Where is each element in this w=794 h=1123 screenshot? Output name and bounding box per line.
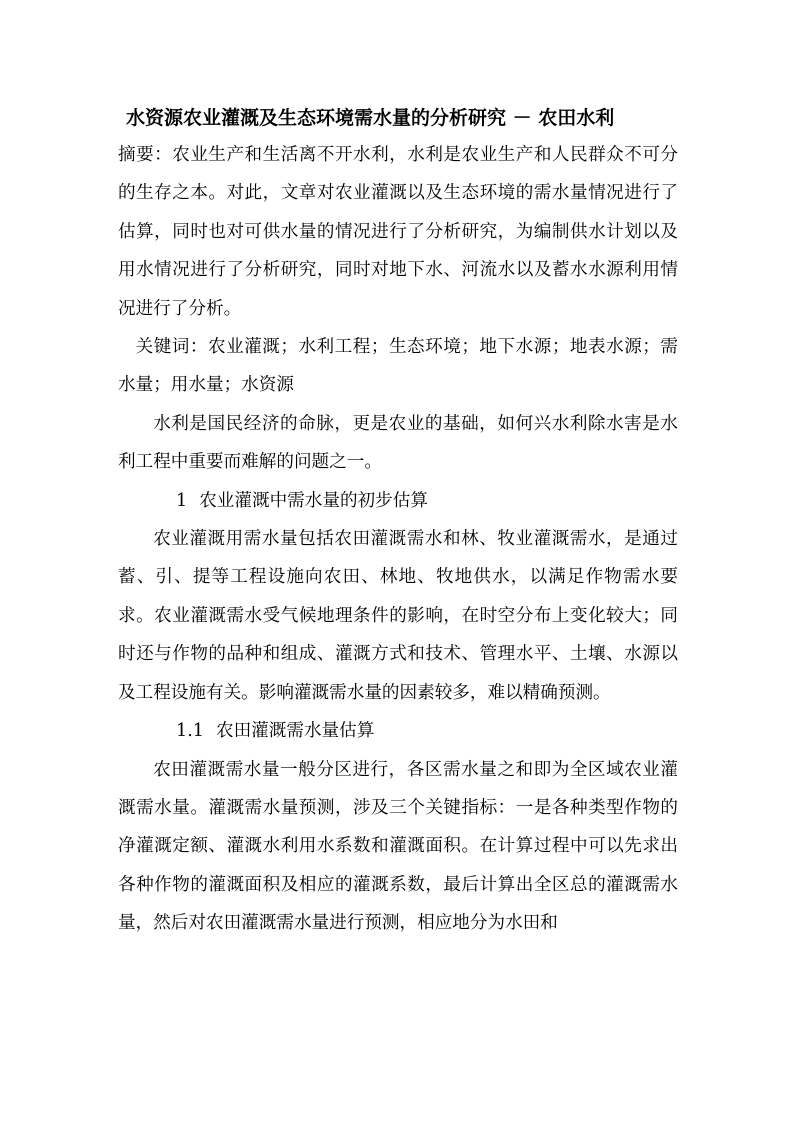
keywords-paragraph: 关键词：农业灌溉；水利工程；生态环境；地下水源；地表水源；需水量；用水量；水资源 bbox=[118, 337, 678, 396]
intro-paragraph: 水利是国民经济的命脉，更是农业的基础，如何兴水利除水害是水利工程中重要而难解的问题之一。 bbox=[118, 413, 678, 473]
section-1-1-title: 农田灌溉需水量估算 bbox=[215, 721, 375, 742]
section-1-title: 农业灌溉中需水量的初步估算 bbox=[199, 490, 428, 511]
section-1-heading bbox=[118, 482, 678, 520]
section-1-1-paragraph: 农田灌溉需水量一般分区进行，各区需水量之和即为全区域农业灌溉需水量。灌溉需水量预测，涉及三个关键指标：一是各种类型作物的净灌溉定额、灌溉水利用水系数和灌溉面积。在计算过程中可以先求出各种作物的灌溉面积及相应的灌溉系数，最后计算出全区总的灌溉需水量，然后对农田灌溉需水量进行预测，相应地分为水田和 bbox=[118, 759, 678, 934]
document-title: 水资源农业灌溉及生态环境需水量的分析研究 － 农田水利 bbox=[126, 107, 615, 129]
section-1-1-heading bbox=[118, 712, 678, 750]
section-1-1-number: 1.1 bbox=[176, 721, 204, 742]
section-1-paragraph: 农业灌溉用需水量包括农田灌溉需水和林、牧业灌溉需水，是通过蓄、引、提等工程设施向农田、林地、牧地供水，以满足作物需水要求。农业灌溉需水受气候地理条件的影响，在时空分布上变化较大；同时还与作物的品种和组成、灌溉方式和技术、管理水平、土壤、水源以及工程设施有关。影响灌溉需水量的因素较多，难以精确预测。 bbox=[118, 529, 678, 703]
document-body bbox=[118, 100, 678, 943]
abstract-paragraph: 摘要：农业生产和生活离不开水利，水利是农业生产和人民群众不可分的生存之本。对此，文章对农业灌溉以及生态环境的需水量情况进行了估算，同时也对可供水量的情况进行了分析研究，为编制供水计划以及用水情况进行了分析研究，同时对地下水、河流水以及蓄水水源利用情况进行了分析。 bbox=[118, 145, 678, 319]
section-1-number: 1 bbox=[176, 490, 188, 511]
